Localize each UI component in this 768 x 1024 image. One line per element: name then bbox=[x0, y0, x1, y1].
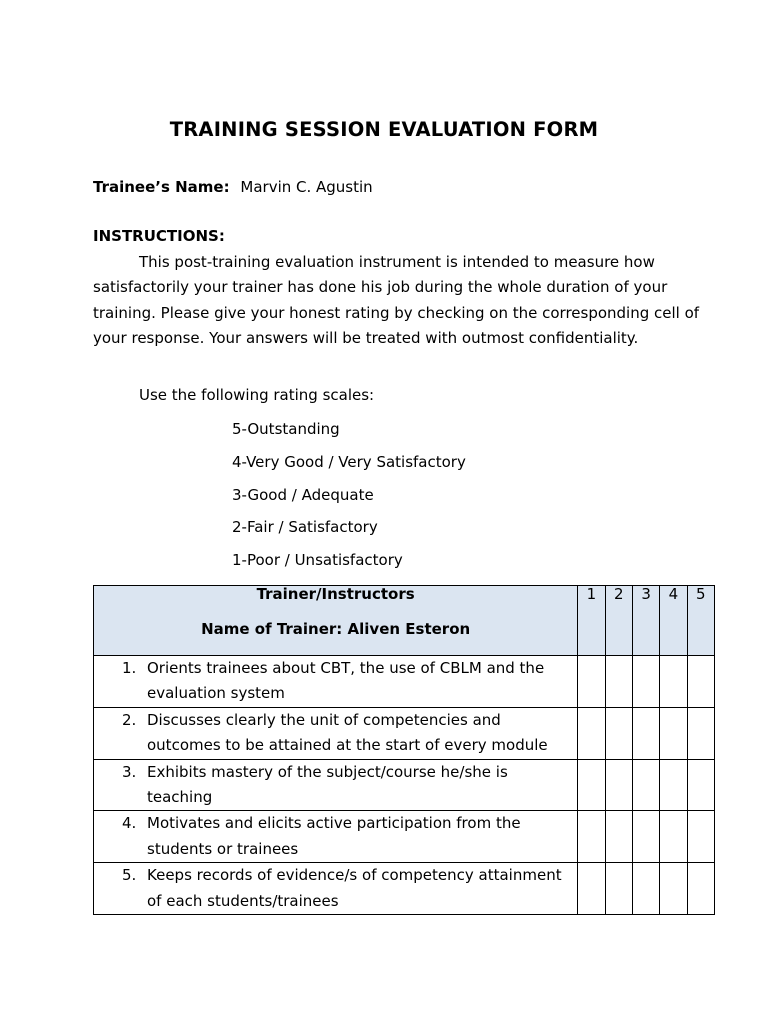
rating-cell-1[interactable] bbox=[578, 811, 605, 863]
rating-cell-5[interactable] bbox=[687, 863, 714, 915]
trainee-name-line bbox=[93, 178, 373, 196]
rating-cell-5[interactable] bbox=[687, 656, 714, 708]
rating-column-header-3: 3 bbox=[632, 586, 659, 656]
rating-scale-list bbox=[232, 418, 466, 582]
rating-cell-1[interactable] bbox=[578, 863, 605, 915]
rating-column-header-1: 1 bbox=[578, 586, 605, 656]
trainee-name-label: Trainee’s Name: bbox=[93, 178, 230, 196]
rating-cell-1[interactable] bbox=[578, 656, 605, 708]
form-title: TRAINING SESSION EVALUATION FORM bbox=[169, 118, 599, 141]
evaluation-table-header bbox=[94, 586, 715, 656]
evaluation-table bbox=[93, 585, 715, 915]
rating-column-header-5: 5 bbox=[687, 586, 714, 656]
criterion-text: Orients trainees about CBT, the use of CBLM and the evaluation system bbox=[147, 659, 545, 703]
criterion-cell bbox=[94, 707, 578, 759]
rating-cell-3[interactable] bbox=[632, 811, 659, 863]
rating-cell-3[interactable] bbox=[632, 656, 659, 708]
criterion-number: 3. bbox=[122, 762, 137, 781]
trainer-name-heading: Name of Trainer: Aliven Esteron bbox=[201, 620, 471, 638]
table-row bbox=[94, 707, 715, 759]
rating-scale-item-3: 3-Good / Adequate bbox=[232, 485, 374, 504]
rating-scale-intro: Use the following rating scales: bbox=[139, 386, 375, 404]
rating-scale-item-5: 5-Outstanding bbox=[232, 420, 340, 438]
rating-cell-3[interactable] bbox=[632, 759, 659, 811]
criterion-cell bbox=[94, 811, 578, 863]
rating-cell-2[interactable] bbox=[605, 811, 632, 863]
instructions-heading: INSTRUCTIONS: bbox=[93, 227, 225, 245]
table-row bbox=[94, 863, 715, 915]
rating-cell-1[interactable] bbox=[578, 707, 605, 759]
rating-cell-4[interactable] bbox=[660, 759, 687, 811]
table-row bbox=[94, 656, 715, 708]
trainer-instructors-heading: Trainer/Instructors bbox=[256, 585, 415, 603]
rating-scale-item-1: 1-Poor / Unsatisfactory bbox=[232, 551, 403, 570]
rating-cell-5[interactable] bbox=[687, 811, 714, 863]
rating-cell-2[interactable] bbox=[605, 863, 632, 915]
criteria-header bbox=[94, 586, 578, 656]
rating-scale-item-4: 4-Very Good / Very Satisfactory bbox=[232, 452, 466, 471]
rating-cell-4[interactable] bbox=[660, 811, 687, 863]
rating-cell-5[interactable] bbox=[687, 759, 714, 811]
criterion-text: Exhibits mastery of the subject/course he/she is teaching bbox=[147, 762, 508, 807]
table-row bbox=[94, 759, 715, 811]
trainee-name-value: Marvin C. Agustin bbox=[240, 178, 373, 196]
rating-cell-5[interactable] bbox=[687, 707, 714, 759]
criterion-text: Discusses clearly the unit of competencies and outcomes to be attained at the start of every module bbox=[147, 710, 548, 755]
rating-cell-2[interactable] bbox=[605, 759, 632, 811]
criterion-cell bbox=[94, 656, 578, 708]
criterion-number: 4. bbox=[122, 814, 137, 833]
instructions-body: This post-training evaluation instrument is intended to measure how satisfactorily your trainer has done his job during the whole duration of your training. Please give your honest rating by checking on the corresponding cell of your response. Your answers will be treated with outmost confidentiality. bbox=[93, 253, 700, 347]
rating-cell-3[interactable] bbox=[632, 863, 659, 915]
rating-cell-4[interactable] bbox=[660, 863, 687, 915]
rating-cell-2[interactable] bbox=[605, 707, 632, 759]
rating-scale-item-2: 2-Fair / Satisfactory bbox=[232, 518, 378, 537]
criterion-text: Motivates and elicits active participation from the students or trainees bbox=[147, 814, 521, 858]
criterion-number: 5. bbox=[122, 866, 137, 885]
rating-cell-4[interactable] bbox=[660, 656, 687, 708]
criterion-cell bbox=[94, 863, 578, 915]
criterion-number: 2. bbox=[122, 710, 137, 729]
rating-column-header-2: 2 bbox=[605, 586, 632, 656]
criterion-cell bbox=[94, 759, 578, 811]
rating-cell-4[interactable] bbox=[660, 707, 687, 759]
criterion-number: 1. bbox=[122, 659, 137, 677]
criterion-text: Keeps records of evidence/s of competency attainment of each students/trainees bbox=[147, 866, 562, 910]
rating-column-header-4: 4 bbox=[660, 586, 687, 656]
rating-cell-3[interactable] bbox=[632, 707, 659, 759]
table-row bbox=[94, 811, 715, 863]
rating-cell-2[interactable] bbox=[605, 656, 632, 708]
rating-cell-1[interactable] bbox=[578, 759, 605, 811]
